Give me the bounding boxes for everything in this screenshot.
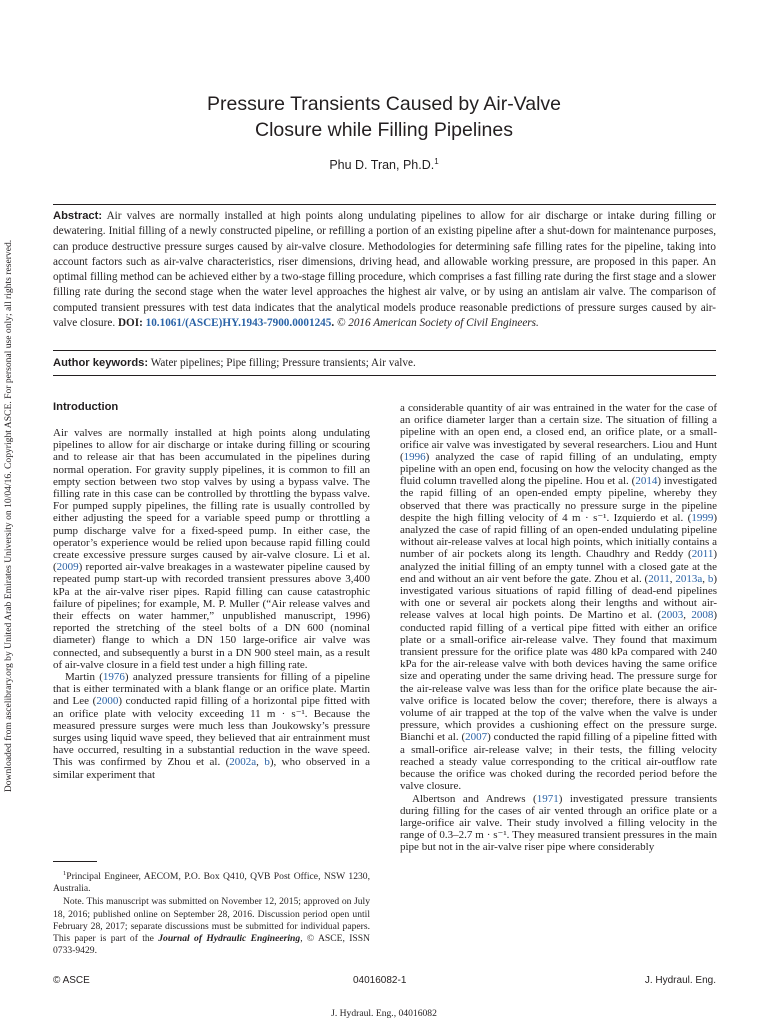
left-column (53, 427, 370, 781)
keywords-text: Water pipelines; Pipe filling; Pressure transients; Air valve. (150, 357, 416, 369)
paragraph-text: ) investigated various situations of rapid filling of dead-end pipelines with one or several air pockets along their lengths and without air-release valves at local high points. De Martino et al. ( (400, 572, 718, 622)
citation-link[interactable]: 2003 (661, 609, 684, 622)
paper-title (0, 91, 768, 143)
citation-separator: , (683, 609, 692, 622)
title-line-1: Pressure Transients Caused by Air-Valve (206, 93, 562, 115)
footer-article-number: 04016082-1 (353, 975, 407, 986)
author-affiliation-mark: 1 (434, 157, 439, 166)
abstract-text: Air valves are normally installed at high points along undulating pipelines to allow for air discharge or intake during filling or dewatering. Initial filling of a newly constructed pipeline, or refilling a portion of an existing pipeline after a shut-down for maintenance purposes, can produce destructive pressure surges caused by air-valve closure. Methodologies for determining safe filling rates for the pipeline, taking into account factors such as air-valve characteristics, riser dimensions, driving head, and allowable working pressure, are proposed in this paper. An optimal filling method can be achieved either by a two-stage filling procedure, which comprises a fast filling rate during the first stage and a slower filling rate during the second stage when the water level approaches the highest air valve, or by using an antislam air valve. The comparison of computed transient pressures with test data indicates that the analytical models produce reasonable predictions of pressure surges caused by air-valve closure. (53, 210, 716, 329)
citation-link[interactable]: 2014 (635, 475, 658, 488)
paragraph-text: a considerable quantity of air was entrained in the water for the case of an orifice diameter larger than a certain size. The situation of filling a pipeline with an open end, a closed end, an orifice plate, or a small-orifice air valve was investigated by several researchers. Liou and Hunt ( (400, 402, 717, 463)
paragraph-text: ) analyzed pressure transients for filling of a pipeline that is either terminated with a blank flange or an orifice plate. Martin and Lee ( (53, 671, 370, 708)
paragraph (53, 427, 370, 671)
paragraph-text: ), who observed in a similar experiment that (53, 756, 370, 781)
paragraph-text: Air valves are normally installed at high points along undulating pipelines to allow for air discharge or intake during filling or scouring and to release air that has been accumulated in the pipelines during normal operation. For gravity supply pipelines, it is common to fill an empty section between two stop valves by using a bypass valve. The filling rate in this case can be controlled by throttling the bypass valve. For pumped supply pipelines, the filling rate is usually controlled by either adjusting the speed for a variable speed pump or throttling a pump discharge valve for a fixed-speed pump. In either case, the operator’s experience would be relied upon because rapid filling could create excessive pressure surges caused by air-valve closure. Li et al. ( (53, 427, 370, 574)
citation-separator: , (669, 572, 676, 585)
section-heading-introduction: Introduction (53, 401, 119, 413)
citation-link[interactable]: 2011 (648, 572, 670, 585)
footnotes (53, 868, 370, 958)
paragraph-text: ) investigated the rapid filling of an open-ended empty pipeline, whereby they observed that there was practically no pressure surge in the pipeline despite the high filling velocity of 4 m · s⁻¹. Izquierdo et al. ( (400, 475, 717, 524)
note-text: Note. This manuscript was submitted on November 12, 2015; approved on July 18, 2016; published online on September 28, 2016. Discussion period open until February 28, 2017; separate discussions must be submitted for individual papers. This paper is part of the (53, 896, 370, 945)
manuscript-note (53, 896, 370, 957)
paragraph-text: ) conducted rapid filling of a horizontal pipe fitted with an orifice plate with velocity exceeding 11 m · s⁻¹. Because the measured pressure surges were much less than Joukowsky’s pressure surges using liquid wave speed, they believed that air entrainment must have occurred, resulting in a substantial reduction in the wave speed. This was confirmed by Zhou et al. ( (53, 695, 370, 769)
author-line (0, 157, 768, 172)
author-keywords (53, 356, 716, 371)
citation-link[interactable]: 1976 (102, 671, 125, 684)
keywords-label: Author keywords: (53, 357, 149, 369)
abstract-label: Abstract: (53, 210, 103, 222)
paragraph-text: ) reported air-valve breakages in a wastewater pipeline caused by repeated pump start-up with recorded transient pressures above 3,400 kPa at the air-valve riser pipes. Rapid filling can cause catastrophic failure of pipelines; for example, M. P. Muller (“Air release valves and their effects on water hammer,” unpublished manuscript, 1996) reported the stretching of the steel bolts of a DN 600 (nominal diameter) flange to which a DN 150 large-orifice air valve was connected, and subsequently a burst in a DN 900 steel main, as a result of air-valve closure in a field test under a high filling rate. (53, 561, 370, 671)
abstract-top-rule (53, 204, 716, 205)
footer-copyright: © ASCE (53, 975, 90, 986)
citation-link[interactable]: 1999 (691, 511, 714, 524)
download-notice-text: Downloaded from ascelibrary.org by United Arab Emirates University on 10/04/16. Copyright ASCE. For personal use only; all rights reserved. (3, 239, 14, 793)
affiliation-text: Principal Engineer, AECOM, P.O. Box Q410, QVB Post Office, NSW 1230, Australia. (53, 871, 370, 895)
page-footer-bar (53, 975, 716, 989)
paragraph-text: ) analyzed the case of rapid filling of an undulating, empty pipeline with an open end, focusing on how the velocity changed as the fluid column travelled along the pipeline. Hou et al. ( (400, 450, 717, 488)
paragraph-text: Martin ( (65, 671, 103, 684)
citation-link[interactable]: 1996 (403, 450, 426, 463)
citation-link[interactable]: 2007 (465, 731, 488, 744)
journal-name: Journal of Hydraulic Engineering (158, 933, 301, 945)
citation-link[interactable]: b (264, 756, 270, 769)
right-column (400, 402, 717, 854)
paragraph (53, 671, 370, 781)
title-line-2: Closure while Filling Pipelines (255, 119, 513, 141)
paragraph-text: Albertson and Andrews ( (412, 792, 537, 805)
affiliation-footnote (53, 868, 370, 895)
note-text: , © ASCE, ISSN 0733-9429. (53, 933, 370, 957)
paragraph-text: ) conducted the rapid filling of a pipeline fitted with a small-orifice air-release valve; in their tests, the filling velocity reached a steady value corresponding to the critical air-outflow rate because the orifice was choked during the recorded period before the valve closure. (400, 731, 717, 793)
citation-link[interactable]: 2008 (691, 609, 714, 622)
doi-link[interactable]: 10.1061/(ASCE)HY.1943-7900.0001245 (145, 316, 332, 329)
citation-link[interactable]: b (707, 572, 714, 585)
citation-footer: J. Hydraul. Eng., 04016082 (331, 1008, 437, 1019)
paragraph-text: ) conducted rapid filling of a vertical pipe fitted with either an orifice plate or a small-orifice air-release valve. They found that maximum transient pressure for the orifice plate was 480 kPa compared with 240 kPa for the air-release valve with both devices having the same orifice size and operating under the same driving head. The pressure surge for the air-release valve was less than for the orifice plate because the air-valve orifice is located below the cover; therefore, there is always a volume of air trapped at the top of the valve when the valve is under pressure, which provides a cushioning effect on the pressure surge. Bianchi et al. ( (400, 609, 718, 744)
citation-link[interactable]: 2011 (691, 548, 714, 561)
citation-link[interactable]: 1971 (536, 792, 559, 805)
footnote-mark: 1 (63, 870, 67, 877)
citation-separator: , (256, 756, 265, 769)
abstract: Abstract: Air valves are normally installed at high points along undulating pipelines to allow for air discharge or intake during filling or dewatering. Initial filling of a newly constructed pipeline, or refilling a portion of an existing pipeline after a shut-down for maintenance purposes, can produce destructive pressure surges caused by air-valve closure. Methodologies for determining safe filling rates for the pipeline, taking into account factors such as air-valve characteristics, riser dimensions, driving head, and allowable working pressure, are proposed in this paper. An optimal filling method can be achieved either by a two-stage filling procedure, which comprises a fast filling rate during the first stage and a slower filling rate during the second stage when the water level approaches the highest air valve, or by using an antislam air valve. The comparison of computed transient pressures with test data indicates that the analytical models produce reasonable predictions of pressure surges caused by air-valve closure. DOI: 10.1061/(ASCE)HY.1943-7900.0001245. © 2016 American Society of Civil Engineers. (53, 210, 716, 329)
author-name: Phu D. Tran, Ph.D. (329, 158, 435, 172)
keywords-top-rule (53, 350, 716, 351)
footer-journal: J. Hydraul. Eng. (644, 975, 716, 986)
keywords-bottom-rule (53, 375, 716, 376)
citation-link[interactable]: 2000 (96, 695, 119, 708)
paragraph (400, 402, 717, 793)
paragraph-text: ) analyzed the case of rapid filling of an open-ended undulating pipeline without air-release valves at local high points, which initially contains a number of air pockets along its length. Chaudhry and Reddy ( (400, 511, 717, 561)
citation-separator: , (702, 572, 708, 585)
doi-label: DOI: (117, 316, 143, 329)
abstract-copyright: © 2016 American Society of Civil Engineers. (336, 316, 539, 329)
paragraph-text: ) analyzed the initial filling of an empty tunnel with a closed gate at the end and without an air vent before the gate. Zhou et al. ( (400, 548, 717, 585)
footnote-rule (53, 861, 97, 862)
paragraph (400, 793, 717, 854)
citation-link[interactable]: 2002a (229, 756, 257, 769)
citation-link[interactable]: 2009 (56, 561, 79, 574)
paragraph-text: ) investigated pressure transients during filling for the cases of air vented through an orifice plate or a large-orifice air valve. Their study involved a filling velocity in the range of 0.3–2.7 m · s⁻¹. They measured transient pressures in the main pipe but not in the air-valve riser pipe where considerably (400, 792, 717, 854)
citation-link[interactable]: 2013a (675, 572, 703, 585)
download-notice (2, 212, 16, 822)
